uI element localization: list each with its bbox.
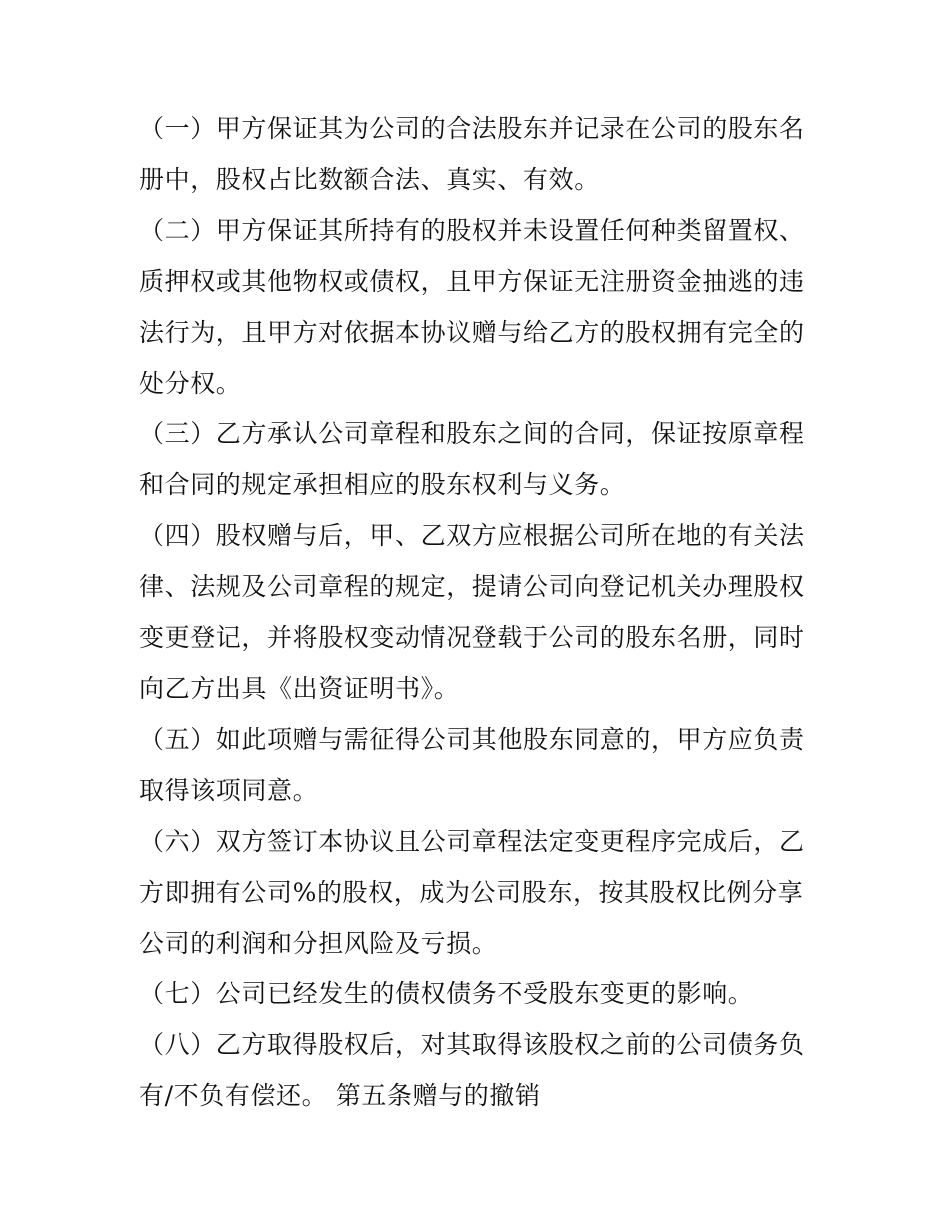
clause-3: （三）乙方承认公司章程和股东之间的合同，保证按原章程和合同的规定承担相应的股东权利与义务。 [139, 419, 805, 500]
clause-2: （二）甲方保证其所持有的股权并未设置任何种类留置权、质押权或其他物权或债权，且甲方保证无注册资金抽逃的违法行为，且甲方对依据本协议赠与给乙方的股权拥有完全的处分权。 [139, 215, 805, 398]
clause-6: （六）双方签订本协议且公司章程法定变更程序完成后，乙方即拥有公司%的股权，成为公司股东，按其股权比例分享公司的利润和分担风险及亏损。 [139, 826, 805, 958]
clause-4: （四）股权赠与后，甲、乙双方应根据公司所在地的有关法律、法规及公司章程的规定，提请公司向登记机关办理股权变更登记，并将股权变动情况登载于公司的股东名册，同时向乙方出具《出资证明书》。 [139, 521, 805, 703]
clause-7: （七）公司已经发生的债权债务不受股东变更的影响。 [139, 979, 754, 1009]
clause-5: （五）如此项赠与需征得公司其他股东同意的，甲方应负责取得该项同意。 [139, 724, 805, 805]
clause-1: （一）甲方保证其为公司的合法股东并记录在公司的股东名册中，股权占比数额合法、真实、有效。 [139, 114, 805, 194]
document-body [139, 104, 819, 1122]
clause-8: （八）乙方取得股权后，对其取得该股权之前的公司债务负有/不负有偿还。 第五条赠与的撤销 [139, 1030, 805, 1111]
